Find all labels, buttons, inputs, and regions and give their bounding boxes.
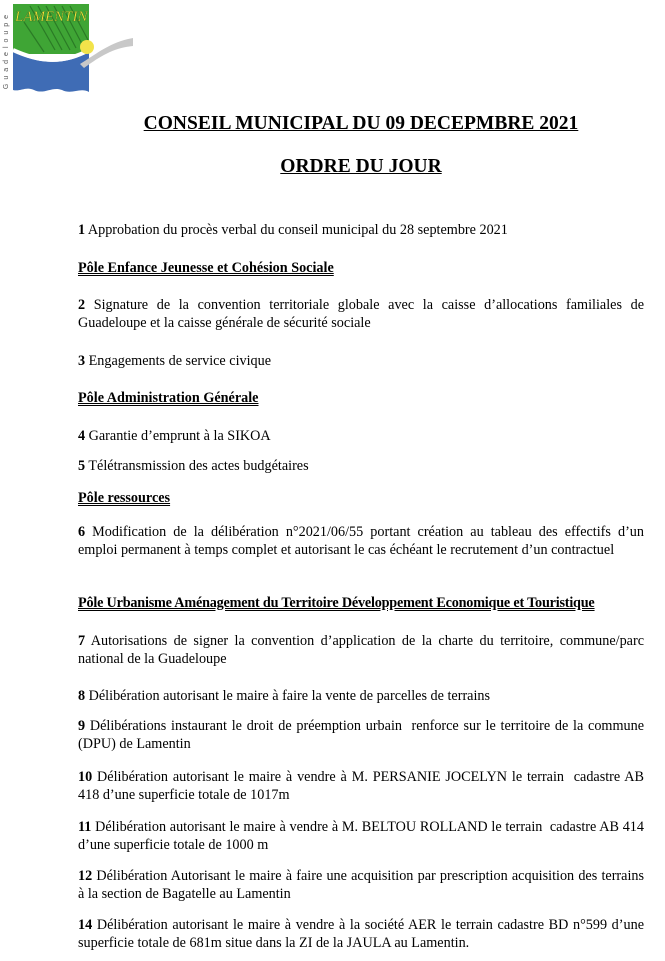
item-number: 12 — [78, 868, 93, 884]
agenda-item — [78, 717, 648, 753]
document-title: CONSEIL MUNICIPAL DU 09 DECEPMBRE 2021 — [143, 113, 579, 134]
item-text: Délibération autorisant le maire à faire la vente de parcelles de terrains — [85, 688, 491, 704]
item-text: Signature de la convention territoriale globale avec la caisse d’allocations familiales de Guadeloupe et la caisse générale de sécurité sociale — [78, 297, 644, 331]
item-number: 3 — [78, 353, 86, 369]
agenda-item — [78, 916, 644, 952]
item-text: Garantie d’emprunt à la SIKOA — [85, 428, 271, 444]
logo-region-text: Guadeloupe — [3, 10, 10, 90]
item-text: Approbation du procès verbal du conseil municipal du 28 septembre 2021 — [85, 222, 508, 238]
agenda-item — [78, 818, 648, 854]
sun-icon — [80, 40, 94, 54]
item-number: 7 — [78, 633, 86, 649]
agenda-item — [78, 867, 644, 903]
agenda-item — [78, 352, 644, 370]
section-heading-administration: Pôle Administration Générale — [78, 390, 259, 406]
lamentin-logo — [0, 0, 135, 100]
item-number: 6 — [78, 524, 86, 540]
item-text: Autorisations de signer la convention d’application de la charte du territoire, commune/parc national de la Guadeloupe — [78, 633, 644, 667]
logo-wordmark: LAMENTIN — [15, 9, 88, 25]
item-text: Délibérations instaurant le droit de préemption urbain renforce sur le territoire de la commune (DPU) de Lamentin — [78, 718, 648, 752]
section-heading-ressources: Pôle ressources — [78, 490, 171, 506]
section-heading-urbanisme: Pôle Urbanisme Aménagement du Territoire Développement Economique et Touristique — [78, 595, 595, 611]
agenda-item — [78, 221, 644, 239]
item-number: 8 — [78, 688, 86, 704]
agenda-item — [78, 523, 644, 559]
item-text: Télétransmission des actes budgétaires — [85, 458, 309, 474]
item-text: Délibération autorisant le maire à vendre à M. PERSANIE JOCELYN le terrain cadastre AB 418 d’une superficie totale de 1017m — [78, 769, 648, 803]
item-text: Modification de la délibération n°2021/06/55 portant création au tableau des effectifs d’un emploi permanent à temps complet et autorisant le cas échéant le recrutement d’un contractuel — [78, 524, 644, 558]
item-text: Engagements de service civique — [85, 353, 272, 369]
item-number: 1 — [78, 222, 86, 238]
item-number: 2 — [78, 297, 86, 313]
agenda-item — [78, 427, 644, 445]
logo-graphic — [0, 0, 135, 100]
item-number: 11 — [78, 819, 92, 835]
agenda-item — [78, 457, 644, 475]
agenda-item — [78, 632, 644, 668]
item-number: 4 — [78, 428, 86, 444]
item-number: 5 — [78, 458, 86, 474]
agenda-item — [78, 768, 648, 804]
agenda-item — [78, 296, 644, 332]
item-text: Délibération autorisant le maire à vendre à la société AER le terrain cadastre BD n°599 d’une superficie totale de 681m situe dans la ZI de la JAULA au Lamentin. — [78, 917, 644, 951]
item-number: 10 — [78, 769, 93, 785]
agenda-item — [78, 687, 644, 705]
document-subtitle: ORDRE DU JOUR — [280, 156, 442, 177]
item-text: Délibération autorisant le maire à vendre à M. BELTOU ROLLAND le terrain cadastre AB 414 d’une superficie totale de 1000 m — [78, 819, 648, 853]
item-text: Délibération Autorisant le maire à faire une acquisition par prescription acquisition des terrains à la section de Bagatelle au Lamentin — [78, 868, 644, 902]
item-number: 14 — [78, 917, 93, 933]
item-number: 9 — [78, 718, 86, 734]
section-heading-enfance: Pôle Enfance Jeunesse et Cohésion Sociale — [78, 260, 334, 276]
